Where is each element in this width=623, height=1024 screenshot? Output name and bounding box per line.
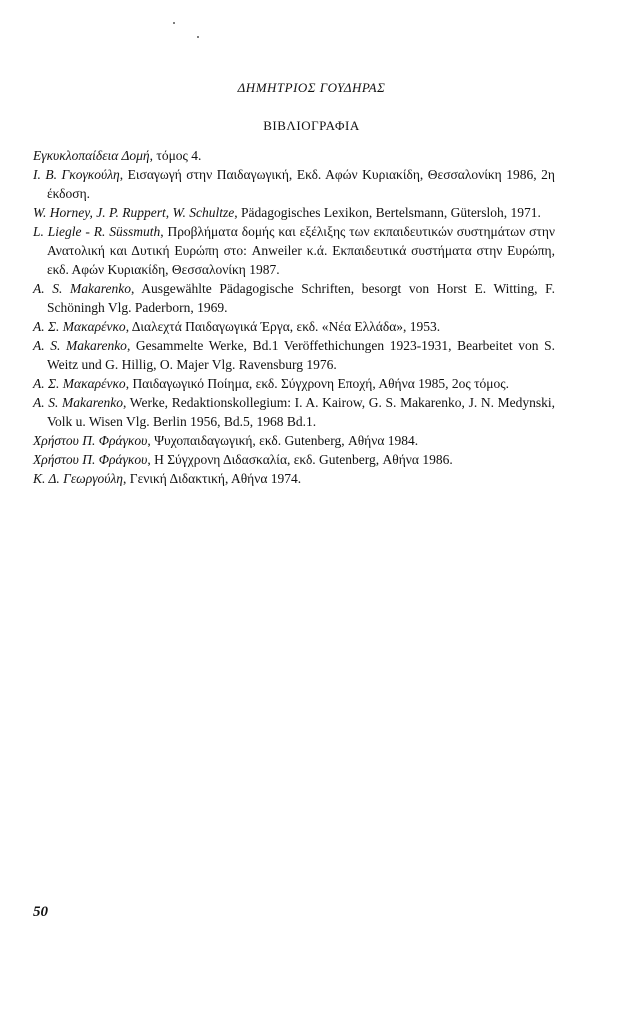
page-number: 50 <box>33 904 48 920</box>
scan-speck-mark <box>173 22 175 24</box>
bibliography-entry <box>33 317 555 336</box>
bibliography-details: , Werke, Redaktionskollegium: I. A. Kairow, G. S. Makarenko, J. N. Medynski, Volk u. Wisen Vlg. Berlin 1956, Bd.5, 1968 Bd.1. <box>47 395 555 429</box>
running-head: ΔΗΜΗΤΡΙΟΣ ΓΟΥΔΗΡΑΣ <box>237 80 386 95</box>
bibliography-details: , Παιδαγωγικό Ποίημα, εκδ. Σύγχρονη Εποχή, Αθήνα 1985, 2ος τόμος. <box>125 376 510 391</box>
bibliography-author: L. Liegle - R. Süssmuth <box>33 224 161 239</box>
bibliography-details: , Ausgewählte Pädagogische Schriften, besorgt von Horst E. Witting, F. Schöningh Vlg. Paderborn, 1969. <box>47 281 555 315</box>
bibliography-details: , Gesammelte Werke, Bd.1 Veröffethichungen 1923-1931, Bearbeitet von S. Weitz und G. Hillig, O. Majer Vlg. Ravensburg 1976. <box>47 338 555 372</box>
bibliography-author: Α. Σ. Μακαρένκο <box>33 319 126 334</box>
bibliography-author: Εγκυκλοπαίδεια Δομή <box>33 148 150 163</box>
bibliography-details: , Η Σύγχρονη Διδασκαλία, εκδ. Gutenberg, Αθήνα 1986. <box>147 452 453 467</box>
bibliography-entry <box>33 279 555 317</box>
bibliography-entry <box>33 431 555 450</box>
bibliography-author: Α. Σ. Μακαρένκο <box>33 376 126 391</box>
bibliography-entry <box>33 393 555 431</box>
bibliography-details: , Ψυχοπαιδαγωγική, εκδ. Gutenberg, Αθήνα 1984. <box>147 433 419 448</box>
bibliography-details: , Γενική Διδακτική, Αθήνα 1974. <box>123 471 302 486</box>
bibliography-entry <box>33 450 555 469</box>
bibliography-details: , Pädagogisches Lexikon, Bertelsmann, Gütersloh, 1971. <box>234 205 541 220</box>
bibliography-entry <box>33 165 555 203</box>
bibliography-details: , τόμος 4. <box>149 148 202 163</box>
section-title: ΒΙΒΛΙΟΓΡΑΦΙΑ <box>263 118 360 133</box>
bibliography-entry <box>33 203 555 222</box>
bibliography-author: A. S. Makarenko <box>33 338 127 353</box>
bibliography-entry <box>33 336 555 374</box>
bibliography-details: , Εισαγωγή στην Παιδαγωγική, Εκδ. Αφών Κυριακίδη, Θεσσαλονίκη 1986, 2η έκδοση. <box>47 167 555 201</box>
bibliography-author: Κ. Δ. Γεωργούλη <box>33 471 124 486</box>
bibliography-entry <box>33 469 555 488</box>
bibliography-author: W. Horney, J. P. Ruppert, W. Schultze <box>33 205 235 220</box>
bibliography-author: A. S. Makarenko <box>33 281 132 296</box>
bibliography-author: Ι. Β. Γκογκούλη <box>33 167 120 182</box>
bibliography-details: , Προβλήματα δομής και εξέλιξης των εκπαιδευτικών συστημάτων στην Ανατολική και Δυτική Ευρώπη στο: Anweiler κ.ά. Εκπαιδευτικά συστήματα στην Ευρώπη, εκδ. Αφών Κυριακίδη, Θεσσαλονίκη 1987. <box>47 224 555 277</box>
bibliography-details: , Διαλεχτά Παιδαγωγικά Έργα, εκδ. «Νέα Ελλάδα», 1953. <box>125 319 441 334</box>
bibliography-list <box>33 146 555 488</box>
bibliography-author: Χρήστου Π. Φράγκου <box>33 452 148 467</box>
bibliography-entry <box>33 146 555 165</box>
scan-speck-mark <box>197 36 199 38</box>
bibliography-author: Χρήστου Π. Φράγκου <box>33 433 148 448</box>
bibliography-entry <box>33 374 555 393</box>
bibliography-entry <box>33 222 555 279</box>
bibliography-author: A. S. Makarenko <box>33 395 124 410</box>
